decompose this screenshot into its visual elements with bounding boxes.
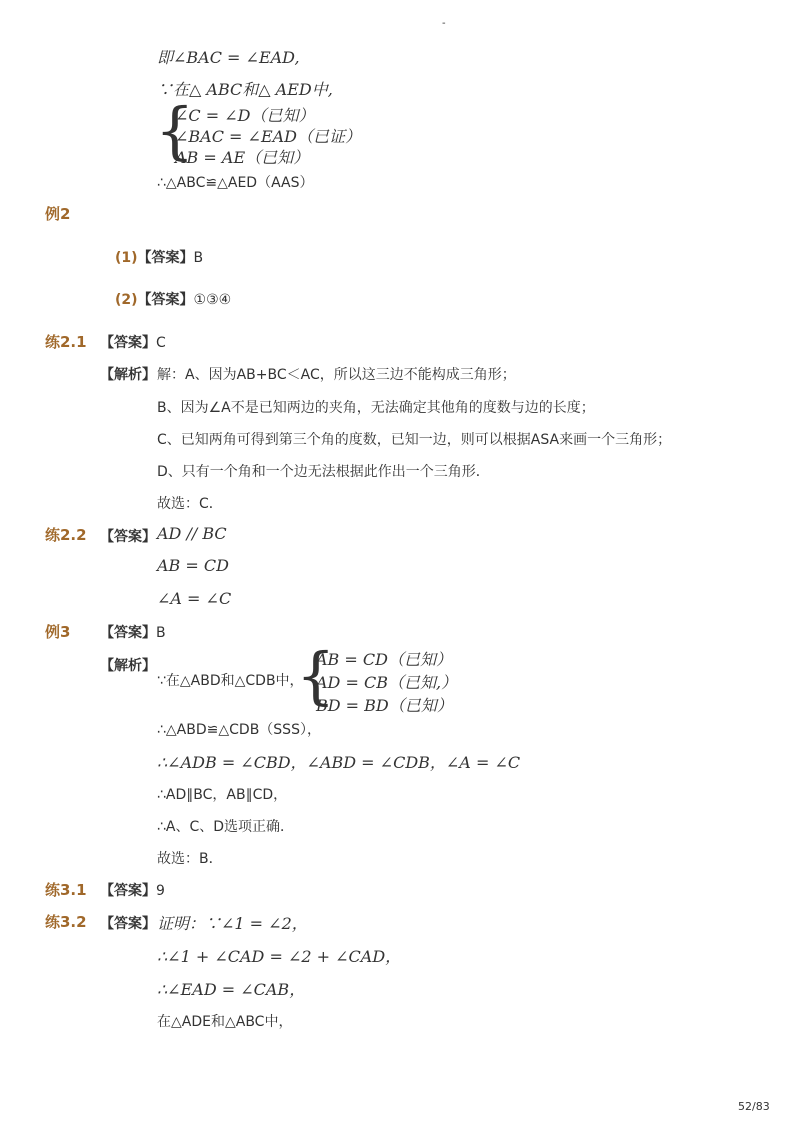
q1-number: (1) <box>115 250 138 266</box>
proof-condition-1: ∠C = ∠D（已知） <box>175 106 315 125</box>
example-3-answer <box>100 622 166 642</box>
example-2-q2 <box>115 289 231 309</box>
proof-line-2: ∵在△ ABC和△ AED中, <box>157 80 333 99</box>
q2-answer: ①③④ <box>193 292 232 308</box>
example-3-step-4: ∴A、C、D选项正确． <box>157 819 295 835</box>
example-3-step-2: ∴∠ADB = ∠CBD，∠ABD = ∠CDB，∠A = ∠C <box>157 753 521 772</box>
answer-tag: 【答案】 <box>137 250 194 266</box>
practice-3-1-answer <box>100 880 165 900</box>
example-2-label: 例2 <box>45 205 71 223</box>
example-3-step-3: ∴AD∥BC，AB∥CD， <box>157 787 288 803</box>
q1-answer: B <box>193 250 204 266</box>
practice-2-1-answer <box>100 332 166 352</box>
answer-line: AD // BC <box>157 524 227 543</box>
analysis-tag: 【解析】 <box>100 658 156 674</box>
proof-line-1: 即∠BAC = ∠EAD, <box>157 48 300 67</box>
practice-2-1-label: 练2.1 <box>45 333 87 351</box>
example-3-step-1: ∴△ABD≌△CDB（SSS）， <box>157 722 321 738</box>
practice-3-1-label: 练3.1 <box>45 881 87 899</box>
proof-condition-3: AB = AE（已知） <box>175 148 310 167</box>
q2-number: (2) <box>115 292 138 308</box>
practice-3-2-label: 练3.2 <box>45 913 87 931</box>
top-mark: - <box>442 18 446 29</box>
answer-value: 9 <box>156 883 165 899</box>
answer-line: ∠A = ∠C <box>157 589 232 608</box>
analysis-tag: 【解析】 <box>100 367 156 383</box>
analysis-line: C、已知两角可得到第三个角的度数，已知一边，则可以根据ASA来画一个三角形； <box>157 432 672 448</box>
example-3-condition-1: AB = CD（已知） <box>316 650 452 669</box>
example-2-q1 <box>115 247 203 267</box>
proof-2-line-3: ∴∠EAD = ∠CAB， <box>157 980 306 999</box>
page-number: 52/83 <box>738 1100 770 1113</box>
answer-tag: 【答案】 <box>100 883 156 899</box>
example-3-condition-3: BD = BD（已知） <box>316 696 453 715</box>
proof-condition-2: ∠BAC = ∠EAD（已证） <box>175 127 362 146</box>
example-3-intro: ∵在△ABD和△CDB中， <box>157 673 304 689</box>
analysis-line: B、因为∠A不是已知两边的夹角，无法确定其他角的度数与边的长度； <box>157 400 595 416</box>
answer-tag: 【答案】 <box>100 529 156 545</box>
analysis-line: 故选：C． <box>157 496 223 512</box>
answer-tag: 【答案】 <box>100 916 156 932</box>
answer-line: AB = CD <box>157 556 229 575</box>
analysis-line: D、只有一个角和一个边无法根据此作出一个三角形． <box>157 464 490 480</box>
left-brace-1: { <box>155 94 195 167</box>
analysis-line: 解：A、因为AB+BC＜AC，所以这三边不能构成三角形； <box>157 367 516 383</box>
answer-tag: 【答案】 <box>100 335 156 351</box>
left-brace-2: { <box>296 639 336 712</box>
example-3-step-5: 故选：B． <box>157 851 223 867</box>
answer-value: B <box>156 625 166 641</box>
proof-2-line-1: 证明：∵∠1 = ∠2， <box>157 914 308 933</box>
proof-2-line-4: 在△ADE和△ABC中， <box>157 1014 293 1030</box>
example-3-label: 例3 <box>45 623 71 641</box>
answer-value: C <box>156 335 166 351</box>
example-3-condition-2: AD = CB（已知,） <box>316 673 458 692</box>
answer-tag: 【答案】 <box>100 625 156 641</box>
proof-2-line-2: ∴∠1 + ∠CAD = ∠2 + ∠CAD， <box>157 947 402 966</box>
proof-conclusion: ∴△ABC≌△AED（AAS） <box>157 175 314 191</box>
practice-2-2-label: 练2.2 <box>45 526 87 544</box>
answer-tag: 【答案】 <box>137 292 194 308</box>
